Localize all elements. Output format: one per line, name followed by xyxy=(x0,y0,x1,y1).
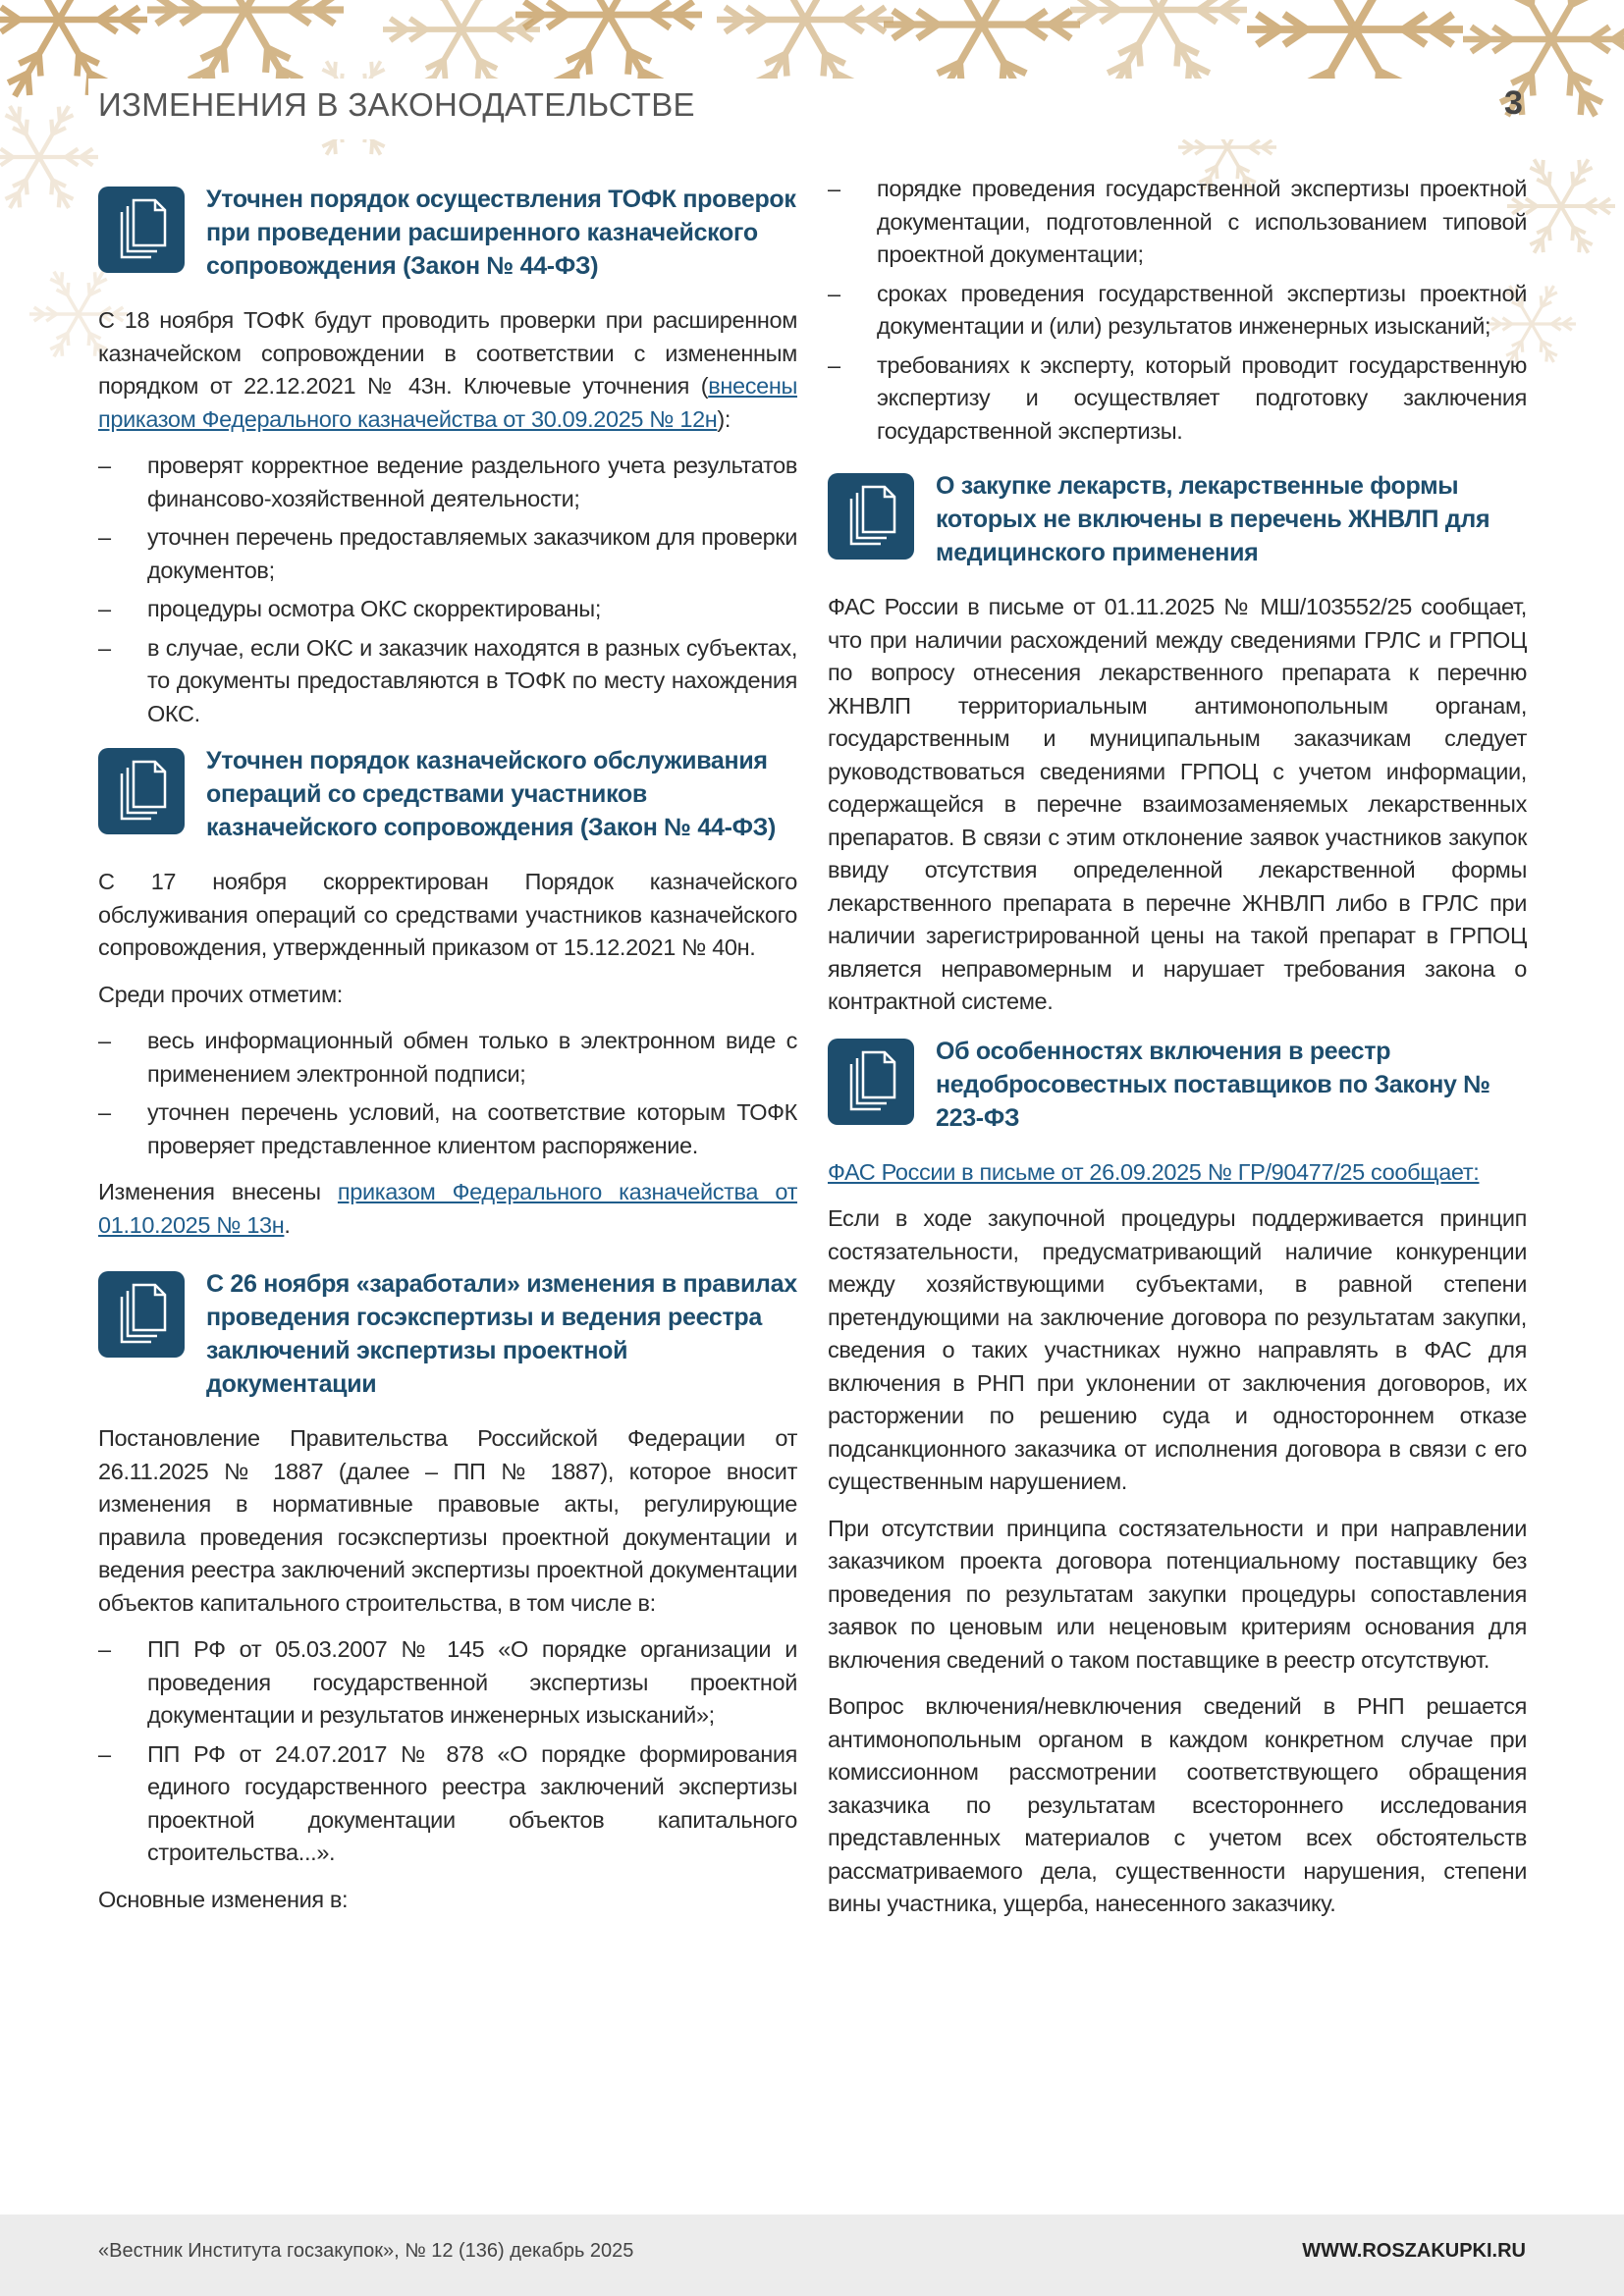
list-item-text: уточнен перечень условий, на соответствие которым ТОФК проверяет представленное клиентом распоряжение. xyxy=(147,1099,797,1158)
left-column xyxy=(98,175,797,1930)
order-12n-link[interactable]: внесены приказом Федерального казначейства от 30.09.2025 № 12н xyxy=(98,373,797,432)
list-item xyxy=(828,349,1527,449)
text: Изменения внесены xyxy=(98,1179,338,1204)
documents-icon xyxy=(98,1271,185,1358)
snowflake-icon xyxy=(1070,0,1247,86)
section-title: Уточнен порядок осуществления ТОФК проверок при проведении расширенного казначейского сопровождения (Закон № 44-ФЗ) xyxy=(206,186,796,280)
paragraph: Основные изменения в: xyxy=(98,1886,349,1912)
bullet-list xyxy=(98,1025,797,1162)
page-number: 3 xyxy=(1504,84,1523,122)
list-item-text: в случае, если ОКС и заказчик находятся в разных субъектах, то документы предоставляются в ТОФК по месту нахождения ОКС. xyxy=(147,634,797,726)
list-item-text: весь информационный обмен только в электронном виде с применением электронной подписи; xyxy=(147,1028,797,1087)
text: С 18 ноября ТОФК будут проводить проверки при расширенном казначейском сопровождении в соответствии с измененным порядком от 22.12.2021 № 43н. Ключевые уточнения ( xyxy=(98,307,797,399)
list-item xyxy=(828,278,1527,344)
section-heading-state-expertise xyxy=(98,1267,797,1401)
section-title: Об особенностях включения в реестр недобросовестных поставщиков по Закону № 223-ФЗ xyxy=(936,1037,1490,1132)
list-item xyxy=(98,1633,797,1733)
page-section-title: ИЗМЕНЕНИЯ В ЗАКОНОДАТЕЛЬСТВЕ xyxy=(98,86,695,123)
documents-icon xyxy=(98,187,185,273)
list-item-text: уточнен перечень предоставляемых заказчиком для проверки документов; xyxy=(147,524,797,583)
order-13n-link[interactable]: приказом Федерального казначейства от 01.10.2025 № 13н xyxy=(98,1179,798,1238)
fas-letter-link[interactable]: ФАС России в письме от 26.09.2025 № ГР/90477/25 сообщает: xyxy=(828,1158,1480,1185)
paragraph: Среди прочих отметим: xyxy=(98,981,343,1007)
snowflake-icon xyxy=(1463,0,1624,116)
list-dash: – xyxy=(98,596,111,621)
section-heading-tofk-checks xyxy=(98,183,797,283)
section-heading-rnp xyxy=(828,1035,1527,1135)
section-title: О закупке лекарств, лекарственные формы которых не включены в перечень ЖНВЛП для медицинского применения xyxy=(936,472,1490,566)
list-dash: – xyxy=(98,1099,111,1125)
list-dash: – xyxy=(98,524,111,550)
list-item-text: сроках проведения государственной экспертизы проектной документации и (или) результатов инженерных изысканий; xyxy=(877,280,1527,339)
documents-icon xyxy=(828,1039,914,1125)
documents-icon xyxy=(98,748,185,834)
section-heading-medicines xyxy=(828,469,1527,569)
list-item-text: процедуры осмотра ОКС скорректированы; xyxy=(147,596,602,621)
snowflake-icon xyxy=(0,106,98,208)
paragraph xyxy=(98,304,797,436)
list-dash: – xyxy=(828,176,840,201)
list-item-text: ПП РФ от 05.03.2007 № 145 «О порядке организации и проведения государственной экспертизы проектной документации и результатов инженерных изысканий»; xyxy=(147,1636,797,1728)
bullet-list xyxy=(98,1633,797,1870)
bullet-list xyxy=(828,173,1527,448)
list-dash: – xyxy=(98,453,111,478)
section-title: Уточнен порядок казначейского обслуживания операций со средствами участников казначейского сопровождения (Закон № 44-ФЗ) xyxy=(206,747,777,841)
list-dash: – xyxy=(98,1740,111,1767)
list-item xyxy=(98,593,797,626)
list-item xyxy=(98,1738,797,1870)
website-link[interactable]: WWW.ROSZAKUPKI.RU xyxy=(1302,2240,1526,2262)
list-item xyxy=(98,1096,797,1162)
list-dash: – xyxy=(98,634,111,661)
list-item xyxy=(98,632,797,731)
list-item-text: ПП РФ от 24.07.2017 № 878 «О порядке формирования единого государственного реестра заключений экспертизы проектной документации объектов капитального строительства...». xyxy=(147,1740,797,1865)
list-item xyxy=(98,1025,797,1091)
list-dash: – xyxy=(98,1636,111,1662)
paragraph: Если в ходе закупочной процедуры поддерживается принцип состязательности, предусматривающий наличие конкуренции между хозяйствующими субъектами, в равной степени претендующими на заключение договора по результатам закупки, сведения о таких участниках нужно направлять в ФАС для включения в РНП при уклонении от заключения договоров, их расторжении по решению суда и одностороннем отказе подсанкционного заказчика от исполнения договора в связи с его существенным нарушением. xyxy=(828,1205,1527,1494)
bullet-list xyxy=(98,450,797,730)
list-dash: – xyxy=(828,351,840,378)
right-column xyxy=(828,173,1527,1935)
documents-icon xyxy=(828,473,914,560)
text: ): xyxy=(717,405,731,432)
paragraph: При отсутствии принципа состязательности и при направлении заказчиком проекта договора потенциальному поставщику без проведения по результатам закупки процедуры сопоставления заявок по ценовым или неценовым критериям основания для включения сведений о таком поставщике в реестр отсутствуют. xyxy=(828,1515,1527,1673)
paragraph: Постановление Правительства Российской Федерации от 26.11.2025 № 1887 (далее – ПП № 1887), которое вносит изменения в нормативные правовые акты, регулирующие правила проведения госэкспертизы проектной документации и ведения реестра заключений экспертизы проектной документации объектов капитального строительства, в том числе в: xyxy=(98,1425,797,1616)
paragraph: С 17 ноября скорректирован Порядок казначейского обслуживания операций со средствами участников казначейского сопровождения, утвержденный приказом от 15.12.2021 № 40н. xyxy=(98,869,797,960)
text: . xyxy=(284,1211,291,1238)
paragraph: Вопрос включения/невключения сведений в РНП решается антимонопольным органом в каждом конкретном случае при комиссионном рассмотрении соответствующего обращения заказчика по результатам всестороннего исследования представленных материалов с учетом всех обстоятельств рассматриваемого дела, существенности нарушения, степени вины участника, ущерба, нанесенного заказчику. xyxy=(828,1693,1527,1916)
list-item-text: проверят корректное ведение раздельного учета результатов финансово-хозяйственной деятельности; xyxy=(147,453,797,511)
section-heading-treasury-service xyxy=(98,744,797,844)
paragraph: ФАС России в письме от 01.11.2025 № МШ/103552/25 сообщает, что при наличии расхождений между сведениями ГРЛС и ГРПОЦ по вопросу отнесения лекарственного препарата к перечню ЖНВЛП территориальным антимонопольным органам, государственным и муниципальным заказчикам следует руководствоваться сведениями ГРПОЦ с учетом информации, содержащейся в перечне взаимозаменяемых лекарственных препаратов. В связи с этим отклонение заявок участников закупок ввиду отсутствия определенной лекарственной формы лекарственного препарата в перечне ЖНВЛП либо в ГРЛС при наличии зарегистрированной цены на такой препарат в ГРПОЦ является неправомерным и нарушает требования закона о контрактной системе. xyxy=(828,594,1527,1014)
list-dash: – xyxy=(828,280,840,306)
list-dash: – xyxy=(98,1028,111,1053)
paragraph xyxy=(828,1156,1527,1190)
list-item xyxy=(98,521,797,587)
list-item-text: порядке проведения государственной экспертизы проектной документации, подготовленной с использованием типовой проектной документации; xyxy=(877,176,1527,267)
section-title: С 26 ноября «заработали» изменения в правилах проведения госэкспертизы и ведения реестра заключений экспертизы проектной документации xyxy=(206,1270,797,1398)
list-item xyxy=(98,450,797,515)
list-item xyxy=(828,173,1527,272)
list-item-text: требованиях к эксперту, который проводит государственную экспертизу и осуществляет подготовку заключения государственной экспертизы. xyxy=(877,351,1527,444)
publication-info: «Вестник Института госзакупок», № 12 (136) декабрь 2025 xyxy=(98,2240,634,2262)
paragraph xyxy=(98,1176,797,1242)
footer xyxy=(0,2215,1624,2296)
